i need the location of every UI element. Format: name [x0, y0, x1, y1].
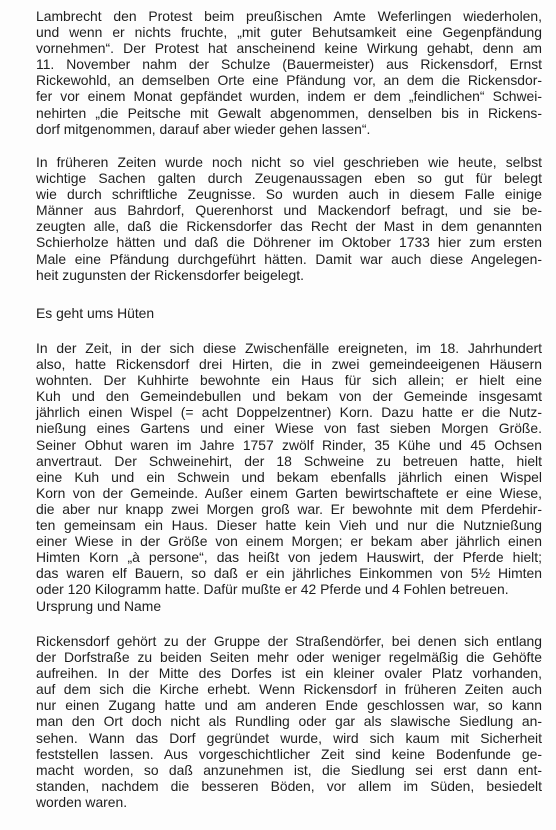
section-heading-hueten: Es geht ums Hüten [36, 305, 155, 321]
text-line: worden waren. [36, 793, 128, 810]
text-line: Seiner Obhut waren im Jahre 1757 zwölf Rinder, 35 Kühe und 45 Ochsen [36, 436, 542, 453]
text-line: nießung eines Gartens und einer Wiese von fast sieben Morgen Größe. [36, 420, 542, 437]
text-line: man den Ort doch nicht als Rundling oder gar als slawische Siedlung an- [36, 713, 542, 730]
text-line: In früheren Zeiten wurde noch nicht so viel geschrieben wie heute, selbst [36, 154, 542, 170]
text-line: Korn von der Gemeinde. Außer einem Garten bewirtschaftete er eine Wiese, [36, 484, 542, 501]
text-line: wie durch schriftliche Zeugnisse. So wurden auch in diesem Falle einige [36, 186, 542, 203]
text-line: sehen. Wann das Dorf gegründet wurde, wird sich kaum mit Sicherheit [36, 729, 542, 746]
text-line: oder 120 Kilogramm hatte. Dafür mußte er 42 Pferde und 4 Fohlen betreuen. [36, 581, 509, 598]
text-line: wichtige Sachen galten durch Zeugenaussagen eben so gut für belegt [36, 170, 542, 187]
text-line: heit zugunsten der Rickensdorfer beigelegt. [36, 266, 304, 283]
paragraph-protest [36, 8, 542, 137]
text-line: wohnten. Der Kuhhirte bewohnte ein Haus für sich allein; er hielt eine [36, 372, 542, 389]
text-line: zeugten alle, daß die Rickensdorfer das Recht der Mast in dem genannten [36, 218, 542, 235]
text-line: standen, nachdem die besseren Böden, vor allem im Süden, besiedelt [36, 777, 542, 794]
text-line: das waren elf Bauern, so daß er ein jährliches Einkommen von 5½ Himten [36, 565, 542, 582]
text-line: Kuh und den Gemeindebullen und bekam von der Gemeinde insgesamt [36, 388, 542, 405]
section-heading-ursprung: Ursprung und Name [36, 598, 162, 614]
text-line: fer vor einem Monat gepfändet wurden, indem er dem „feindlichen“ Schwei- [36, 88, 542, 105]
text-line: aufreihen. In der Mitte des Dorfes ist ein kleiner ovaler Platz vorhanden, [36, 665, 542, 682]
text-line: auf dem sich die Kirche erhebt. Wenn Rickensdorf in früheren Zeiten auch [36, 681, 542, 698]
paragraph-zeugenaussagen [36, 154, 542, 283]
text-line: Rickensdorf gehört zu der Gruppe der Straßendörfer, bei denen sich entlang [36, 633, 542, 649]
text-line: der Dorfstraße zu beiden Seiten mehr oder weniger regelmäßig die Gehöfte [36, 649, 542, 666]
text-line: und wenn er nichts fruchte, „mit guter Behutsamkeit eine Gegenpfändung [36, 24, 542, 41]
text-line: Männer aus Bahrdorf, Querenhorst und Mackendorf befragt, und sie be- [36, 202, 542, 219]
text-line: nur einen Zugang hatte und am anderen Ende geschlossen war, so kann [36, 697, 542, 714]
text-line: nehirten „die Peitsche mit Gewalt abgenommen, denselben bis in Rickens- [36, 104, 542, 121]
text-line: dorf mitgenommen, darauf aber wieder gehen lassen“. [36, 120, 371, 137]
text-line: also, hatte Rickensdorf drei Hirten, die in zwei gemeindeeigenen Häusern [36, 356, 542, 373]
text-line: macht worden, so daß anzunehmen ist, die Siedlung sei erst dann ent- [36, 761, 542, 778]
text-line: Male eine Pfändung durchgeführt hätten. Damit war auch diese Angelegen- [36, 250, 542, 267]
text-line: Schierholze hätten und daß die Döhrener im Oktober 1733 hier zum ersten [36, 234, 542, 251]
text-line: Himten Korn „à persone“, das heißt von jedem Hauswirt, der Pferde hielt; [36, 549, 542, 566]
text-line: eine Kuh und ein Schwein und bekam ebenfalls jährlich einen Wispel [36, 468, 542, 485]
text-line: 11. November nahm der Schulze (Bauermeister) aus Rickensdorf, Ernst [36, 56, 542, 73]
text-line: Rickewohld, an demselben Orte eine Pfändung vor, an dem die Rickensdor- [36, 72, 542, 89]
text-line: In der Zeit, in der sich diese Zwischenfälle ereigneten, im 18. Jahrhundert [36, 340, 542, 356]
text-line: ten gemeinsam ein Haus. Dieser hatte kein Vieh und nur die Nutznießung [36, 517, 542, 534]
text-line: feststellen lassen. Aus vorgeschichtlicher Zeit sind keine Bodenfunde ge- [36, 745, 542, 762]
paragraph-ursprung [36, 633, 542, 810]
paragraph-hirten [36, 340, 542, 598]
text-line: einer Wiese in der Größe von einem Morgen; er bekam aber jährlich einen [36, 533, 542, 550]
text-line: die aber nur knapp zwei Morgen groß war. Er bewohnte mit dem Pferdehir- [36, 500, 542, 517]
text-line: anvertraut. Der Schweinehirt, der 18 Schweine zu betreuen hatte, hielt [36, 452, 542, 469]
text-line: jährlich einen Wispel (= acht Doppelzentner) Korn. Dazu hatte er die Nutz- [36, 404, 542, 421]
text-line: Lambrecht den Protest beim preußischen Amte Weferlingen wiederholen, [36, 8, 542, 24]
text-line: vornehmen“. Der Protest hat anscheinend keine Wirkung gehabt, denn am [36, 40, 542, 57]
